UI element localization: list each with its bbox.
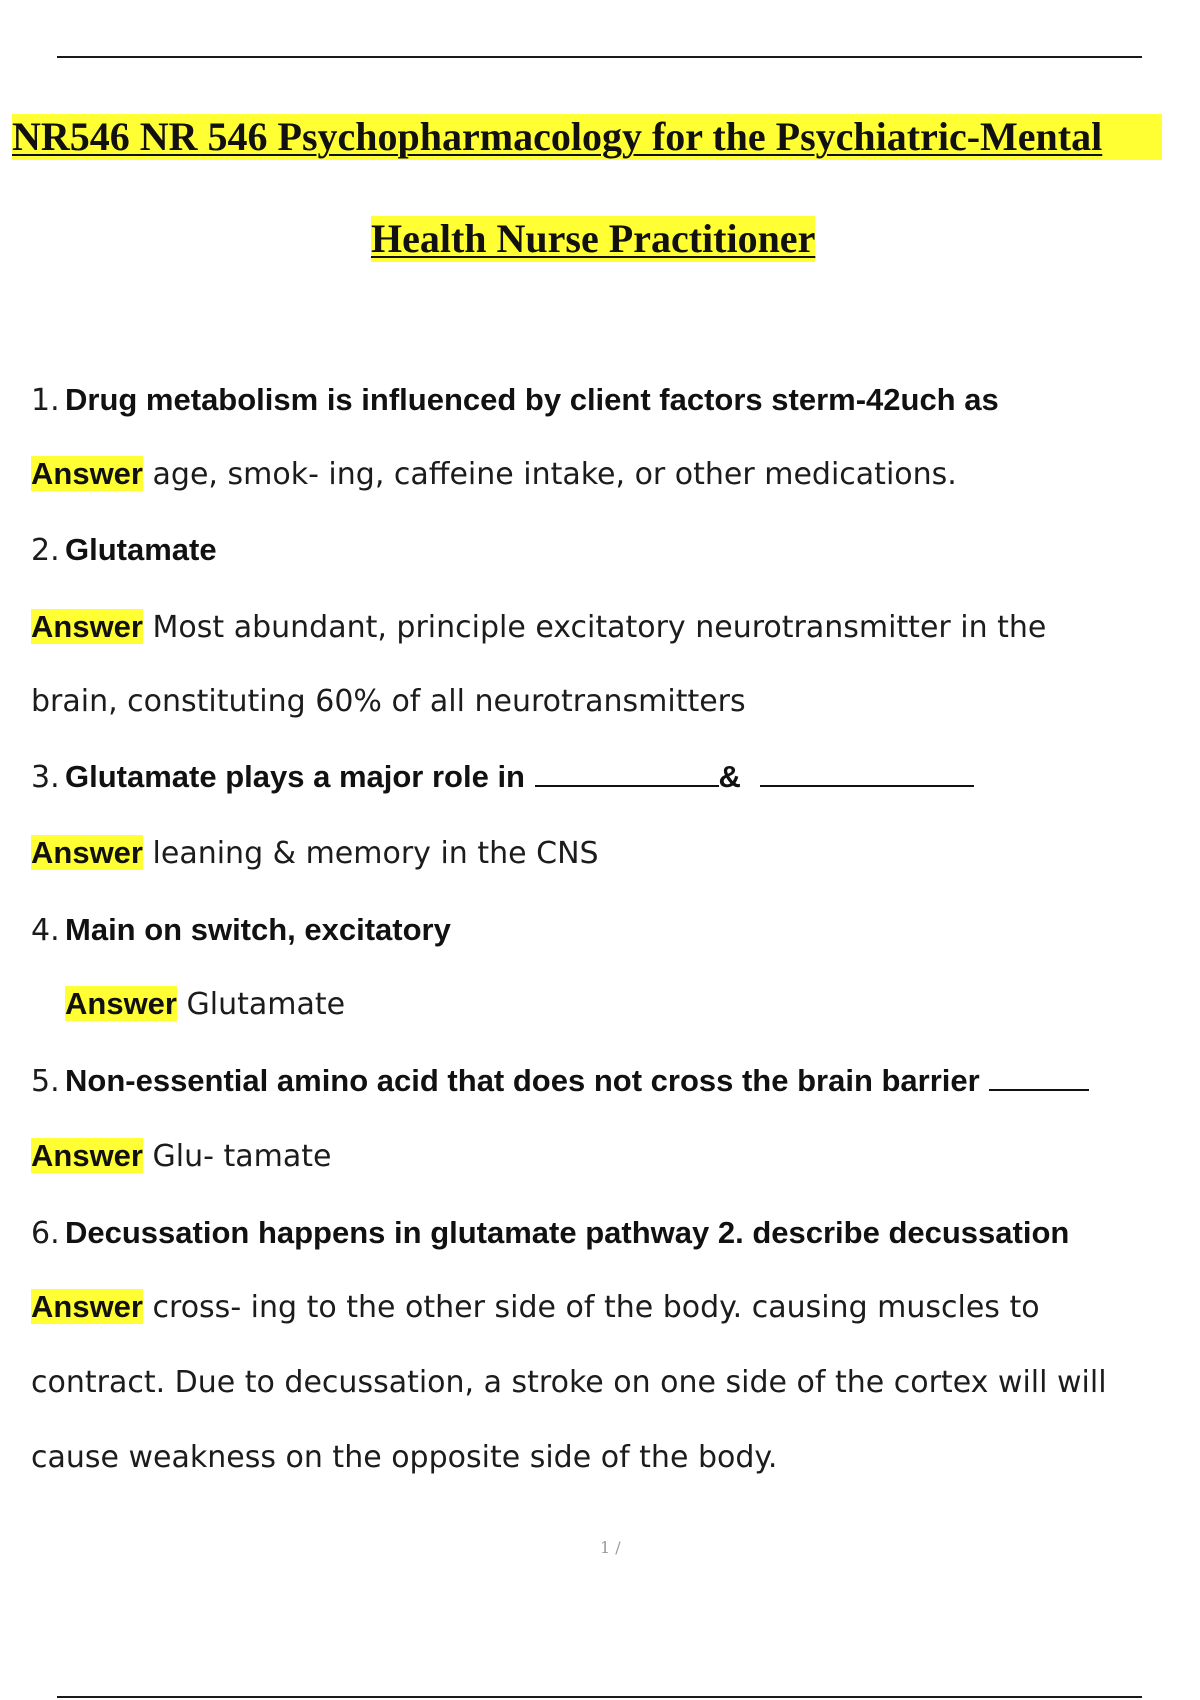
answer-3	[31, 833, 599, 874]
question-number: 2.	[31, 533, 60, 568]
question-number: 1.	[31, 383, 60, 418]
top-rule	[57, 56, 1142, 58]
answer-text: age, smok- ing, caffeine intake, or other medications.	[152, 457, 957, 492]
answer-text: Most abundant, principle excitatory neurotransmitter in the	[152, 610, 1047, 645]
answer-text: cause weakness on the opposite side of the body.	[31, 1440, 778, 1475]
answer-6-continued	[31, 1363, 1107, 1403]
document-title-line-1: NR546 NR 546 Psychopharmacology for the Psychiatric-Mental	[12, 114, 1162, 160]
question-prompt: Glutamate	[65, 532, 217, 567]
question-joiner: &	[718, 759, 741, 794]
answer-label: Answer	[65, 986, 177, 1021]
answer-label: Answer	[31, 1138, 143, 1173]
answer-1	[31, 454, 957, 495]
question-prompt: Glutamate plays a major role in	[65, 759, 525, 794]
question-number: 3.	[31, 760, 60, 795]
answer-text: leaning & memory in the CNS	[152, 836, 599, 871]
answer-6-continued	[31, 1438, 777, 1478]
question-number: 4.	[31, 913, 60, 948]
answer-text: brain, constituting 60% of all neurotransmitters	[31, 684, 746, 719]
answer-text: contract. Due to decussation, a stroke on one side of the cortex will will	[31, 1365, 1107, 1400]
answer-6	[31, 1287, 1040, 1328]
question-prompt: Drug metabolism is influenced by client factors sterm-42uch as	[65, 382, 999, 417]
question-prompt: Non-essential amino acid that does not cross the brain barrier	[65, 1063, 980, 1098]
question-prompt: Decussation happens in glutamate pathway 2. describe decussation	[65, 1215, 1070, 1250]
answer-2	[31, 607, 1046, 648]
answer-5	[31, 1136, 331, 1177]
answer-text: Glutamate	[186, 987, 346, 1022]
question-2	[31, 530, 217, 571]
question-prompt: Main on switch, excitatory	[65, 912, 451, 947]
answer-label: Answer	[31, 609, 143, 644]
question-1	[31, 380, 999, 421]
question-number: 5.	[31, 1064, 60, 1099]
fill-in-blank	[989, 1063, 1089, 1091]
answer-text: cross- ing to the other side of the body. causing muscles to	[152, 1290, 1040, 1325]
answer-4	[65, 984, 345, 1025]
bottom-rule	[57, 1696, 1142, 1698]
page-number: 1 /	[600, 1538, 621, 1557]
question-4	[31, 910, 451, 951]
answer-label: Answer	[31, 835, 143, 870]
fill-in-blank	[535, 759, 719, 787]
answer-text: Glu- tamate	[152, 1139, 332, 1174]
fill-in-blank	[760, 759, 974, 787]
question-5	[31, 1061, 1089, 1102]
answer-label: Answer	[31, 456, 143, 491]
question-6	[31, 1213, 1069, 1254]
document-title-line-2: Health Nurse Practitioner	[371, 216, 816, 261]
answer-label: Answer	[31, 1289, 143, 1324]
question-3	[31, 757, 974, 798]
question-number: 6.	[31, 1216, 60, 1251]
answer-2-continued	[31, 682, 746, 722]
